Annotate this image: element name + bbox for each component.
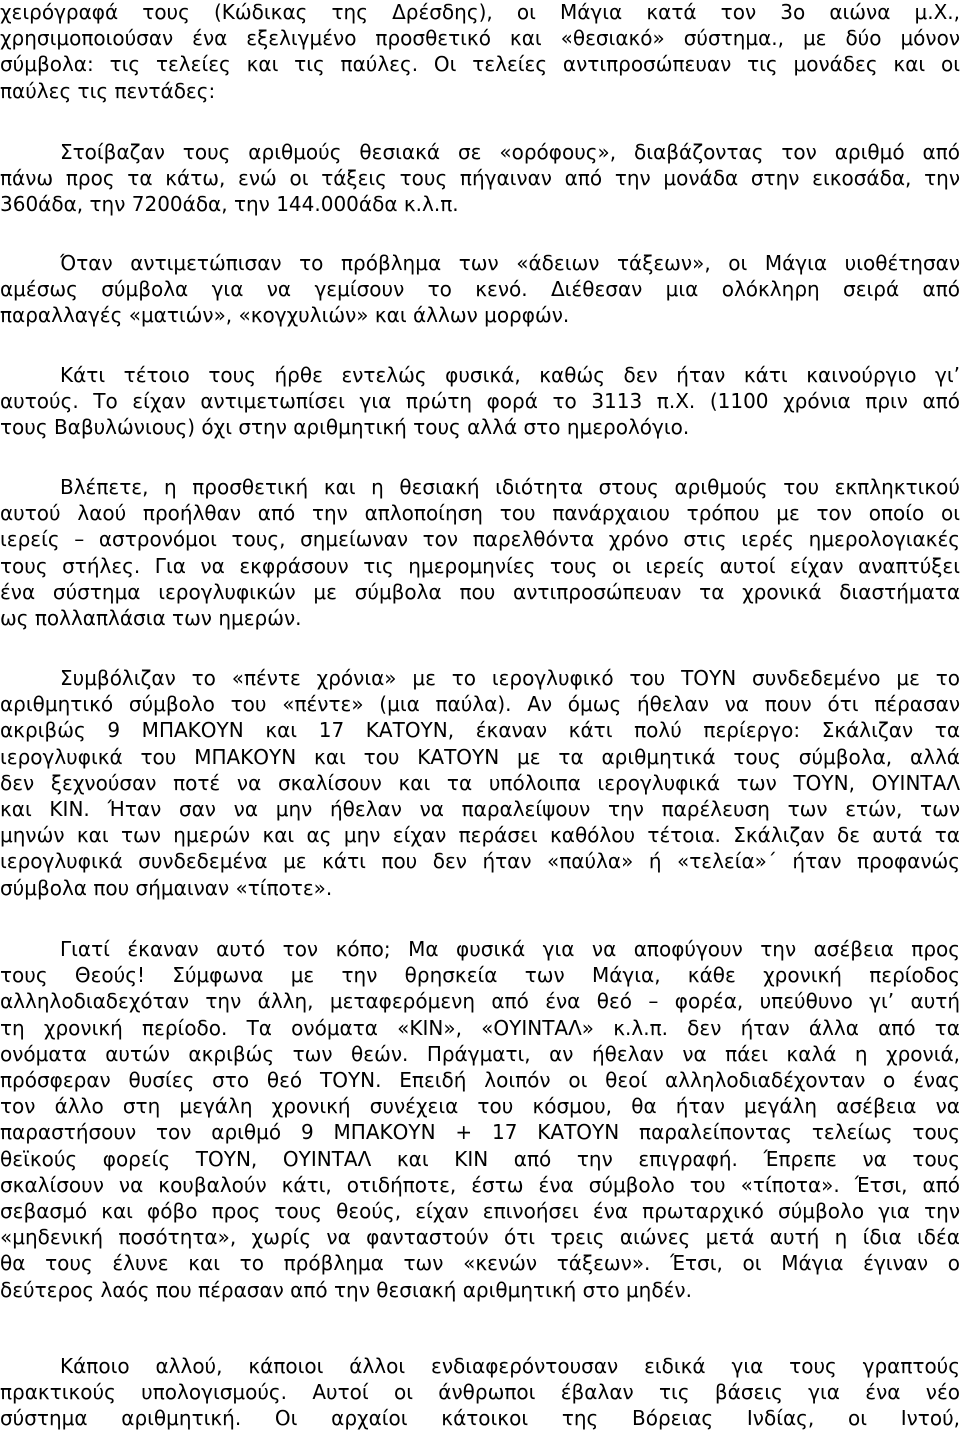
text-line: ιερογλυφικά του ΜΠΑΚΟΥΝ και του ΚΑΤΟΥΝ με τα αριθμητικά τους σύμβολα, αλλά [0, 744, 960, 769]
text-line: Γιατί έκαναν αυτό τον κόπο; Μα φυσικά για να αποφύγουν την ασέβεια προς [60, 937, 960, 961]
text-line: ιερείς – αστρονόμοι τους, σημείωναν τον παρελθόντα χρόνο στις ιερές ημερολογιακές [0, 527, 960, 552]
text-line: μηνών και των ημερών και ας μην είχαν περάσει καθόλου τέτοια. Σκάλιζαν δε αυτά τα [0, 823, 960, 848]
text-line: ως πολλαπλάσια των ημερών. [0, 606, 302, 631]
text-line: τον άλλο στη μεγάλη χρονική συνέχεια του κόσμου, θα ήταν μεγάλη ασέβεια να [0, 1094, 960, 1119]
text-line: τη χρονική περίοδο. Τα ονόματα «ΚΙΝ», «ΟΥΙΝΤΑΛ» κ.λ.π. δεν ήταν άλλα από τα [0, 1015, 960, 1040]
text-line: δεν ξεχνούσαν ποτέ να σκαλίσουν και τα υπόλοιπα ιερογλυφικά των ΤΟΥΝ, ΟΥΙΝΤΑΛ [0, 770, 960, 795]
text-line: δεύτερος λαός που πέρασαν από την θεσιακή αριθμητική στο μηδέν. [0, 1277, 692, 1302]
paragraph-2 [0, 139, 960, 218]
text-line: χειρόγραφά τους (Κώδικας της Δρέσδης), οι Μάγια κατά τον 3ο αιώνα μ.Χ., [0, 0, 960, 24]
text-line: θεϊκούς φορείς ΤΟΥΝ, ΟΥΙΝΤΑΛ και ΚΙΝ από την επιγραφή. Έπρεπε να τους [0, 1146, 960, 1171]
paragraph-1 [0, 0, 960, 104]
paragraph-3 [0, 250, 960, 329]
text-line: παραλλαγές «ματιών», «κογχυλιών» και άλλων μορφών. [0, 303, 570, 328]
text-line: σκαλίσουν να κουβαλούν κάτι, οτιδήποτε, έστω ένα σύμβολο του «τίποτα». Έτσι, από [0, 1172, 960, 1197]
text-line: τους Θεούς! Σύμφωνα με την θρησκεία των Μάγια, κάθε χρονική περίοδος [0, 963, 960, 988]
text-line: Όταν αντιμετώπισαν το πρόβλημα των «άδειων τάξεων», οι Μάγια υιοθέτησαν [60, 251, 960, 275]
text-line: Κάποιο αλλού, κάποιοι άλλοι ενδιαφερόντουσαν ειδικά για τους γραπτούς [60, 1354, 960, 1378]
text-line: τους Βαβυλώνιους) όχι στην αριθμητική τους αλλά στο ημερολόγιο. [0, 415, 690, 440]
text-line: σύμβολα που σήμαιναν «τίποτε». [0, 875, 333, 900]
text-line: σύμβολα: τις τελείες και τις παύλες. Οι τελείες αντιπροσώπευαν τις μονάδες και οι [0, 52, 960, 77]
text-line: πρακτικούς υπολογισμούς. Αυτοί οι άνθρωποι έβαλαν τις βάσεις για ένα νέο [0, 1380, 960, 1405]
text-line: και ΚΙΝ. Ήταν σαν να μην ήθελαν να παραλείψουν την παρέλευση των ετών, των [0, 797, 960, 822]
text-line: τους στήλες. Για να εκφράσουν τις ημερομηνίες τους οι ιερείς αυτοί είχαν αναπτύξει [0, 553, 960, 578]
text-line: πρόσφεραν θυσίες στο θεό ΤΟΥΝ. Επειδή λοιπόν οι θεοί αλληλοδιαδέχονταν ο ένας [0, 1068, 960, 1093]
text-line: αριθμητικό σύμβολο του «πέντε» (μια παύλα). Αν όμως ήθελαν να πουν ότι πέρασαν [0, 692, 960, 717]
text-line: θα τους έλυνε και το πρόβλημα των «κενών τάξεων». Έτσι, οι Μάγια έγιναν ο [0, 1251, 960, 1276]
text-line: παύλες τις πεντάδες: [0, 78, 216, 103]
text-line: αμέσως σύμβολα για να γεμίσουν το κενό. Διέθεσαν μια ολόκληρη σειρά από [0, 277, 960, 302]
text-line: σεβασμό και φόβο προς τους θεούς, είχαν επινοήσει ένα πρωταρχικό σύμβολο για την [0, 1199, 960, 1224]
text-line: αλληλοδιαδεχόταν την άλλη, μεταφερόμενη από ένα θεό – φορέα, υπεύθυνο γι’ αυτή [0, 989, 960, 1014]
paragraph-7 [0, 936, 960, 1303]
text-line: Συμβόλιζαν το «πέντε χρόνια» με το ιερογλυφικό του ΤΟΥΝ συνδεδεμένο με το [60, 666, 960, 690]
text-line: αυτούς. Το είχαν αντιμετωπίσει για πρώτη φορά το 3113 π.Χ. (1100 χρόνια πριν από [0, 389, 960, 414]
text-line: χρησιμοποιούσαν ένα εξελιγμένο προσθετικό και «θεσιακό» σύστημα., με δύο μόνον [0, 26, 960, 51]
text-line: Βλέπετε, η προσθετική και η θεσιακή ιδιότητα στους αριθμούς του εκπληκτικού [60, 475, 960, 499]
text-line: Στοίβαζαν τους αριθμούς θεσιακά σε «ορόφους», διαβάζοντας τον αριθμό από [60, 140, 960, 164]
text-line: ένα σύστημα ιερογλυφικών με σύμβολα που αντιπροσώπευαν τα χρονικά διαστήματα [0, 579, 960, 604]
text-line: «μηδενική ποσότητα», χωρίς να φανταστούν ότι τρεις αιώνες μετά αυτή η ίδια ιδέα [0, 1225, 960, 1250]
paragraph-5 [0, 474, 960, 631]
text-line: παραστήσουν τον αριθμό 9 ΜΠΑΚΟΥΝ + 17 ΚΑΤΟΥΝ παραλείποντας τελείως τους [0, 1120, 960, 1145]
text-line: ακριβώς 9 ΜΠΑΚΟΥΝ και 17 ΚΑΤΟΥΝ, έκαναν κάτι πολύ περίεργο: Σκάλιζαν τα [0, 718, 960, 743]
text-line: Κάτι τέτοιο τους ήρθε εντελώς φυσικά, καθώς δεν ήταν κάτι καινούργιο γι’ [60, 363, 960, 387]
text-line: ιερογλυφικά συνδεδεμένα με κάτι που δεν ήταν «παύλα» ή «τελεία»΄ ήταν προφανώς [0, 849, 960, 874]
paragraph-6 [0, 665, 960, 901]
paragraph-4 [0, 362, 960, 441]
text-line: πάνω προς τα κάτω, ενώ οι τάξεις τους πήγαιναν από την μονάδα στην εικοσάδα, την [0, 166, 960, 191]
paragraph-8 [0, 1353, 960, 1432]
text-line: ονόματα αυτών ακριβώς των θεών. Πράγματι, αν ήθελαν να πάει καλά η χρονιά, [0, 1041, 960, 1066]
text-line: 360άδα, την 7200άδα, την 144.000άδα κ.λ.π. [0, 192, 459, 217]
text-line: σύστημα αριθμητική. Οι αρχαίοι κάτοικοι της Βόρειας Ινδίας, οι Ιντού, [0, 1406, 960, 1431]
text-line: αυτού λαού προήλθαν από την απλοποίηση του πανάρχαιου τρόπου με τον οποίο οι [0, 501, 960, 526]
